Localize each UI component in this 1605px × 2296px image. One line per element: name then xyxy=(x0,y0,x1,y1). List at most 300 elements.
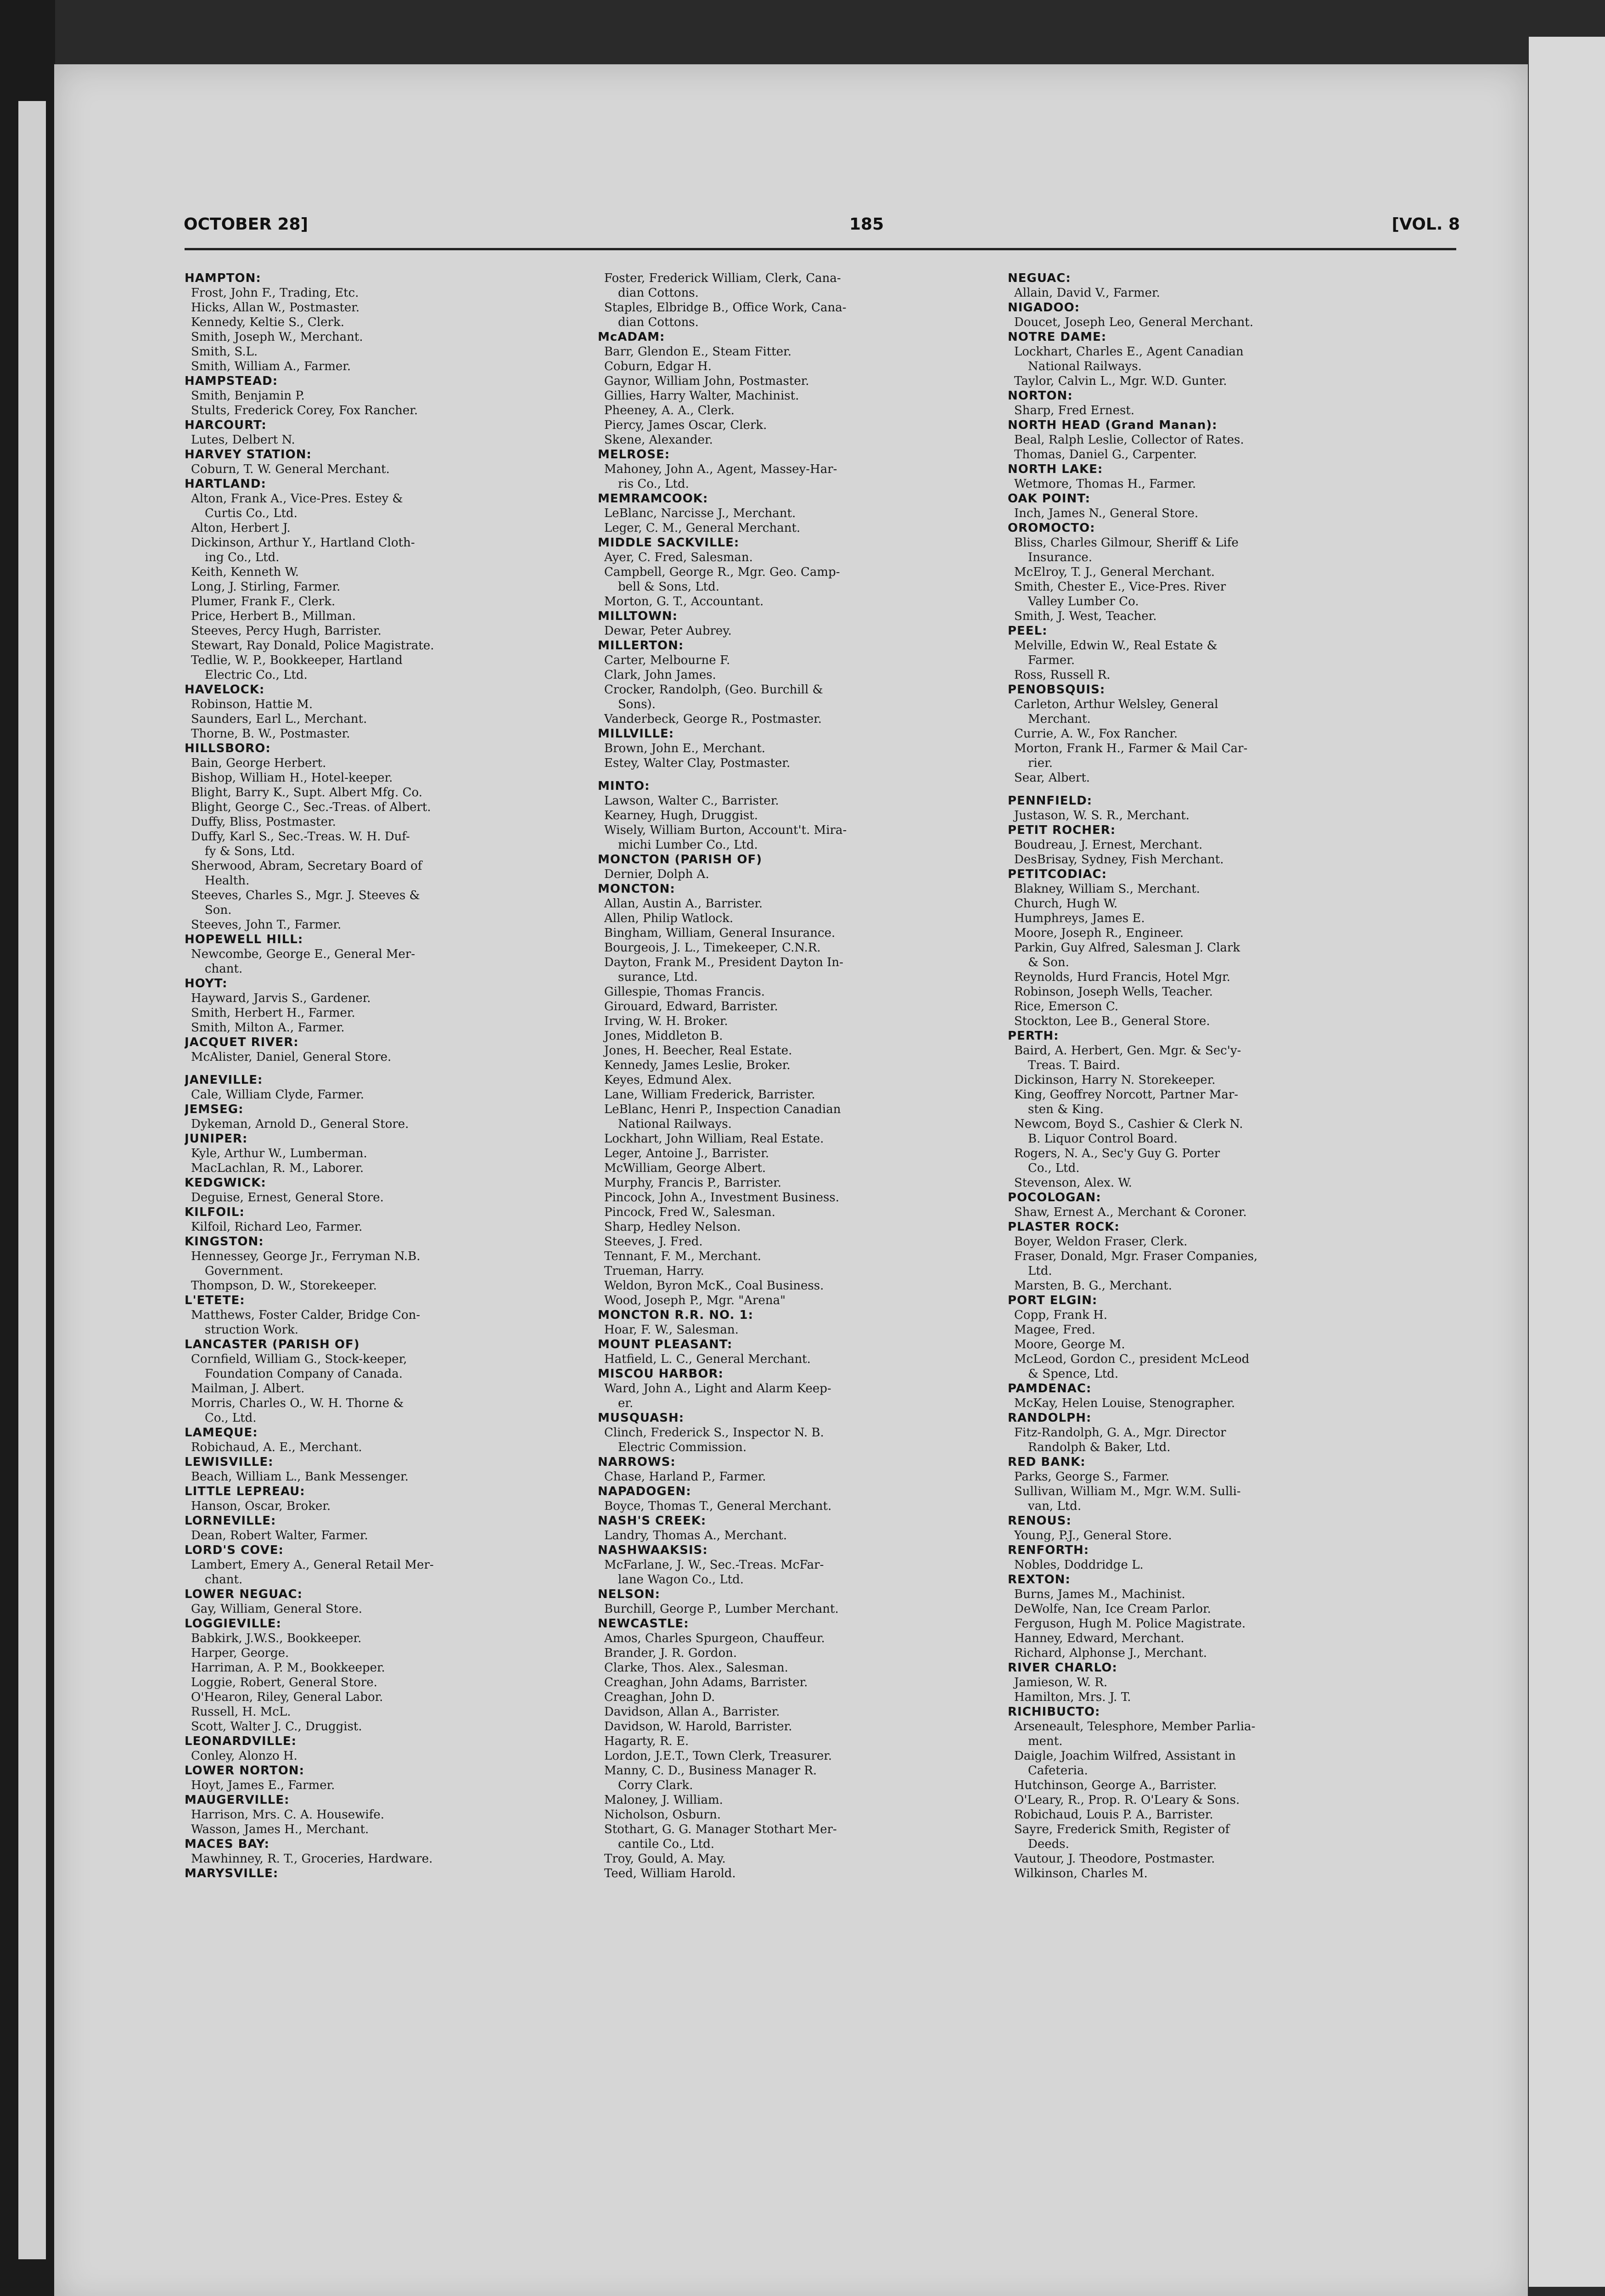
place-heading: POCOLOGAN: xyxy=(1008,1191,1101,1204)
place-heading: NELSON: xyxy=(598,1587,661,1601)
listing-continuation: Government. xyxy=(205,1264,284,1278)
listing-continuation: B. Liquor Control Board. xyxy=(1028,1132,1178,1146)
listing-entry: Doucet, Joseph Leo, General Merchant. xyxy=(1014,315,1253,329)
listing-entry: Humphreys, James E. xyxy=(1014,912,1145,925)
listing-entry: Bliss, Charles Gilmour, Sheriff & Life xyxy=(1014,536,1239,550)
listing-entry: Girouard, Edward, Barrister. xyxy=(604,1000,778,1013)
listing-entry: O'Leary, R., Prop. R. O'Leary & Sons. xyxy=(1014,1793,1240,1807)
listing-entry: Chase, Harland P., Farmer. xyxy=(604,1470,766,1484)
listing-entry: Wilkinson, Charles M. xyxy=(1014,1867,1148,1880)
listing-entry: Gillespie, Thomas Francis. xyxy=(604,985,765,999)
listing-entry: Steeves, J. Fred. xyxy=(604,1235,703,1249)
directory-column-2 xyxy=(598,271,1006,2223)
place-heading: HAMPSTEAD: xyxy=(185,374,278,388)
listing-entry: Vanderbeck, George R., Postmaster. xyxy=(604,712,822,726)
listing-entry: Burns, James M., Machinist. xyxy=(1014,1587,1185,1601)
place-heading: NAPADOGEN: xyxy=(598,1485,691,1498)
listing-continuation: Merchant. xyxy=(1028,712,1091,726)
listing-continuation: Insurance. xyxy=(1028,551,1092,564)
listing-entry: Clark, John James. xyxy=(604,668,716,682)
place-heading: NIGADOO: xyxy=(1008,301,1080,315)
listing-continuation: Co., Ltd. xyxy=(205,1411,257,1425)
listing-entry: Morton, Frank H., Farmer & Mail Car- xyxy=(1014,742,1248,755)
listing-entry: DeWolfe, Nan, Ice Cream Parlor. xyxy=(1014,1602,1211,1616)
listing-continuation: michi Lumber Co., Ltd. xyxy=(618,838,758,852)
listing-continuation: chant. xyxy=(205,1573,243,1587)
listing-entry: Gaynor, William John, Postmaster. xyxy=(604,374,809,388)
listing-entry: Smith, Chester E., Vice-Pres. River xyxy=(1014,580,1226,594)
listing-entry: Magee, Fred. xyxy=(1014,1323,1095,1337)
place-heading: LOWER NEGUAC: xyxy=(185,1587,303,1601)
listing-entry: Daigle, Joachim Wilfred, Assistant in xyxy=(1014,1749,1236,1763)
place-heading: MONCTON (PARISH OF) xyxy=(598,853,763,867)
place-heading: LITTLE LEPREAU: xyxy=(185,1485,305,1498)
listing-entry: Murphy, Francis P., Barrister. xyxy=(604,1176,781,1190)
listing-entry: Justason, W. S. R., Merchant. xyxy=(1014,809,1190,822)
listing-entry: Creaghan, John D. xyxy=(604,1690,715,1704)
listing-entry: Dean, Robert Walter, Farmer. xyxy=(191,1529,368,1542)
listing-entry: Burchill, George P., Lumber Merchant. xyxy=(604,1602,839,1616)
place-heading: HAMPTON: xyxy=(185,271,261,285)
listing-entry: Blight, George C., Sec.-Treas. of Albert. xyxy=(191,800,431,814)
listing-entry: Vautour, J. Theodore, Postmaster. xyxy=(1014,1852,1215,1866)
place-heading: RENFORTH: xyxy=(1008,1543,1089,1557)
listing-continuation: chant. xyxy=(205,962,243,976)
listing-entry: Cornfield, William G., Stock-keeper, xyxy=(191,1352,407,1366)
listing-entry: Carter, Melbourne F. xyxy=(604,653,730,667)
spacer xyxy=(598,771,1006,779)
place-heading: McADAM: xyxy=(598,330,665,344)
listing-entry: Kilfoil, Richard Leo, Farmer. xyxy=(191,1220,363,1234)
listing-entry: Ferguson, Hugh M. Police Magistrate. xyxy=(1014,1617,1246,1631)
listing-entry: Lutes, Delbert N. xyxy=(191,433,295,447)
listing-entry: Arseneault, Telesphore, Member Parlia- xyxy=(1014,1720,1256,1733)
listing-entry: Stults, Frederick Corey, Fox Rancher. xyxy=(191,404,418,417)
listing-entry: Beal, Ralph Leslie, Collector of Rates. xyxy=(1014,433,1244,447)
place-heading: LORD'S COVE: xyxy=(185,1543,284,1557)
place-heading: PAMDENAC: xyxy=(1008,1382,1092,1396)
listing-entry: Deguise, Ernest, General Store. xyxy=(191,1191,384,1204)
listing-entry: Moore, George M. xyxy=(1014,1338,1125,1351)
listing-entry: Pheeney, A. A., Clerk. xyxy=(604,404,735,417)
listing-entry: Manny, C. D., Business Manager R. xyxy=(604,1764,817,1778)
listing-continuation: Randolph & Baker, Ltd. xyxy=(1028,1441,1171,1454)
listing-entry: Hutchinson, George A., Barrister. xyxy=(1014,1778,1217,1792)
listing-entry: Allan, Austin A., Barrister. xyxy=(604,897,763,911)
place-heading: MOUNT PLEASANT: xyxy=(598,1338,733,1351)
listing-entry: Thorne, B. W., Postmaster. xyxy=(191,727,350,741)
listing-continuation: & Son. xyxy=(1028,956,1069,969)
listing-entry: Rice, Emerson C. xyxy=(1014,1000,1119,1013)
place-heading: MINTO: xyxy=(598,779,650,793)
listing-entry: Nobles, Doddridge L. xyxy=(1014,1558,1144,1572)
listing-entry: Pincock, John A., Investment Business. xyxy=(604,1191,839,1204)
listing-entry: Piercy, James Oscar, Clerk. xyxy=(604,418,767,432)
listing-entry: Smith, J. West, Teacher. xyxy=(1014,609,1157,623)
listing-entry: Stothart, G. G. Manager Stothart Mer- xyxy=(604,1823,837,1836)
listing-entry: Hatfield, L. C., General Merchant. xyxy=(604,1352,811,1366)
place-heading: REXTON: xyxy=(1008,1573,1071,1587)
listing-continuation: sten & King. xyxy=(1028,1103,1104,1116)
place-heading: JANEVILLE: xyxy=(185,1073,263,1087)
listing-entry: Morton, G. T., Accountant. xyxy=(604,595,764,608)
place-heading: MEMRAMCOOK: xyxy=(598,492,708,506)
place-heading: NARROWS: xyxy=(598,1455,676,1469)
place-heading: JACQUET RIVER: xyxy=(185,1035,299,1049)
listing-entry: Harrison, Mrs. C. A. Housewife. xyxy=(191,1808,384,1822)
listing-entry: Ayer, C. Fred, Salesman. xyxy=(604,551,753,564)
listing-entry: Sear, Albert. xyxy=(1014,771,1090,785)
listing-entry: Russell, H. McL. xyxy=(191,1705,291,1719)
listing-entry: Parkin, Guy Alfred, Salesman J. Clark xyxy=(1014,941,1240,955)
listing-entry: Troy, Gould, A. May. xyxy=(604,1852,726,1866)
place-heading: RENOUS: xyxy=(1008,1514,1072,1528)
listing-entry: Moore, Joseph R., Engineer. xyxy=(1014,926,1184,940)
place-heading: HOPEWELL HILL: xyxy=(185,933,303,946)
place-heading: HAVELOCK: xyxy=(185,683,265,697)
place-heading: KINGSTON: xyxy=(185,1235,264,1249)
listing-entry: Carleton, Arthur Welsley, General xyxy=(1014,698,1218,711)
listing-continuation: bell & Sons, Ltd. xyxy=(618,580,720,594)
listing-entry: Young, P.J., General Store. xyxy=(1014,1529,1172,1542)
listing-continuation: struction Work. xyxy=(205,1323,299,1337)
listing-continuation: Co., Ltd. xyxy=(1028,1161,1080,1175)
listing-entry: Lambert, Emery A., General Retail Mer- xyxy=(191,1558,434,1572)
listing-entry: Harper, George. xyxy=(191,1646,289,1660)
listing-entry: Steeves, Charles S., Mgr. J. Steeves & xyxy=(191,889,420,902)
listing-continuation: er. xyxy=(618,1396,634,1410)
place-heading: HOYT: xyxy=(185,977,228,990)
listing-entry: Leger, Antoine J., Barrister. xyxy=(604,1147,769,1160)
listing-entry: Alton, Herbert J. xyxy=(191,521,291,535)
listing-entry: Skene, Alexander. xyxy=(604,433,713,447)
place-heading: LEWISVILLE: xyxy=(185,1455,274,1469)
listing-entry: Sherwood, Abram, Secretary Board of xyxy=(191,859,422,873)
listing-continuation: Treas. T. Baird. xyxy=(1028,1058,1120,1072)
place-heading: NEWCASTLE: xyxy=(598,1617,689,1631)
listing-entry: Sharp, Fred Ernest. xyxy=(1014,404,1135,417)
listing-entry: Mailman, J. Albert. xyxy=(191,1382,305,1396)
place-heading: L'ETETE: xyxy=(185,1294,245,1307)
listing-entry: Fraser, Donald, Mgr. Fraser Companies, xyxy=(1014,1249,1258,1263)
listing-entry: Hamilton, Mrs. J. T. xyxy=(1014,1690,1131,1704)
header-rule xyxy=(185,248,1456,250)
listing-entry: McLeod, Gordon C., president McLeod xyxy=(1014,1352,1250,1366)
place-heading: LAMEQUE: xyxy=(185,1426,258,1440)
listing-entry: Jones, H. Beecher, Real Estate. xyxy=(604,1044,792,1058)
listing-entry: Foster, Frederick William, Clerk, Cana- xyxy=(604,271,841,285)
directory-column-3 xyxy=(1008,271,1416,2223)
listing-continuation: National Railways. xyxy=(618,1117,732,1131)
listing-entry: Wasson, James H., Merchant. xyxy=(191,1823,369,1836)
listing-entry: Hanson, Oscar, Broker. xyxy=(191,1499,331,1513)
listing-entry: Taylor, Calvin L., Mgr. W.D. Gunter. xyxy=(1014,374,1227,388)
place-heading: MARYSVILLE: xyxy=(185,1867,279,1880)
place-heading: PORT ELGIN: xyxy=(1008,1294,1098,1307)
listing-entry: Hoyt, James E., Farmer. xyxy=(191,1778,335,1792)
place-heading: PERTH: xyxy=(1008,1029,1059,1043)
listing-entry: Wisely, William Burton, Account't. Mira- xyxy=(604,823,847,837)
listing-entry: Bingham, William, General Insurance. xyxy=(604,926,836,940)
listing-entry: Campbell, George R., Mgr. Geo. Camp- xyxy=(604,565,840,579)
listing-entry: Davidson, W. Harold, Barrister. xyxy=(604,1720,792,1733)
place-heading: PETIT ROCHER: xyxy=(1008,823,1116,837)
listing-entry: Thomas, Daniel G., Carpenter. xyxy=(1014,448,1197,461)
listing-continuation: ris Co., Ltd. xyxy=(618,477,689,491)
listing-entry: Crocker, Randolph, (Geo. Burchill & xyxy=(604,683,823,697)
listing-entry: Church, Hugh W. xyxy=(1014,897,1118,911)
place-heading: KEDGWICK: xyxy=(185,1176,266,1190)
place-heading: NASHWAAKSIS: xyxy=(598,1543,708,1557)
listing-entry: Ward, John A., Light and Alarm Keep- xyxy=(604,1382,831,1396)
listing-entry: Teed, William Harold. xyxy=(604,1867,736,1880)
listing-entry: Richard, Alphonse J., Merchant. xyxy=(1014,1646,1207,1660)
listing-entry: Bourgeois, J. L., Timekeeper, C.N.R. xyxy=(604,941,821,955)
listing-entry: Maloney, J. William. xyxy=(604,1793,723,1807)
place-heading: OROMOCTO: xyxy=(1008,521,1095,535)
place-heading: NEGUAC: xyxy=(1008,271,1071,285)
place-heading: MIDDLE SACKVILLE: xyxy=(598,536,740,550)
listing-entry: Hicks, Allan W., Postmaster. xyxy=(191,301,360,315)
place-heading: PLASTER ROCK: xyxy=(1008,1220,1120,1234)
listing-entry: Beach, William L., Bank Messenger. xyxy=(191,1470,409,1484)
listing-entry: Davidson, Allan A., Barrister. xyxy=(604,1705,780,1719)
header-date: OCTOBER 28] xyxy=(184,215,309,234)
listing-continuation: lane Wagon Co., Ltd. xyxy=(618,1573,744,1587)
listing-continuation: rier. xyxy=(1028,756,1053,770)
listing-entry: Steeves, Percy Hugh, Barrister. xyxy=(191,624,382,638)
listing-entry: Amos, Charles Spurgeon, Chauffeur. xyxy=(604,1632,825,1645)
next-page-edge xyxy=(1529,37,1605,2287)
page-number: 185 xyxy=(849,215,884,234)
listing-entry: King, Geoffrey Norcott, Partner Mar- xyxy=(1014,1088,1239,1102)
listing-entry: Landry, Thomas A., Merchant. xyxy=(604,1529,787,1542)
place-heading: RED BANK: xyxy=(1008,1455,1086,1469)
listing-entry: LeBlanc, Narcisse J., Merchant. xyxy=(604,506,796,520)
listing-entry: Barr, Glendon E., Steam Fitter. xyxy=(604,345,791,359)
listing-continuation: fy & Sons, Ltd. xyxy=(205,844,295,858)
listing-entry: Clarke, Thos. Alex., Salesman. xyxy=(604,1661,788,1675)
place-heading: HILLSBORO: xyxy=(185,742,271,755)
listing-entry: Dickinson, Arthur Y., Hartland Cloth- xyxy=(191,536,415,550)
listing-entry: Fitz-Randolph, G. A., Mgr. Director xyxy=(1014,1426,1226,1440)
listing-entry: Kennedy, Keltie S., Clerk. xyxy=(191,315,344,329)
listing-entry: Scott, Walter J. C., Druggist. xyxy=(191,1720,362,1733)
listing-entry: Smith, William A., Farmer. xyxy=(191,360,351,373)
listing-entry: Allain, David V., Farmer. xyxy=(1014,286,1160,300)
listing-entry: Cale, William Clyde, Farmer. xyxy=(191,1088,365,1102)
place-heading: RANDOLPH: xyxy=(1008,1411,1092,1425)
spacer xyxy=(185,1064,593,1073)
listing-entry: McElroy, T. J., General Merchant. xyxy=(1014,565,1215,579)
listing-entry: Mawhinney, R. T., Groceries, Hardware. xyxy=(191,1852,433,1866)
listing-entry: Sharp, Hedley Nelson. xyxy=(604,1220,741,1234)
place-heading: RICHIBUCTO: xyxy=(1008,1705,1100,1719)
listing-entry: Boyce, Thomas T., General Merchant. xyxy=(604,1499,832,1513)
listing-entry: Hanney, Edward, Merchant. xyxy=(1014,1632,1184,1645)
listing-continuation: Electric Commission. xyxy=(618,1441,747,1454)
listing-entry: Bain, George Herbert. xyxy=(191,756,326,770)
directory-column-1 xyxy=(185,271,593,2223)
listing-continuation: Electric Co., Ltd. xyxy=(205,668,308,682)
place-heading: MACES BAY: xyxy=(185,1837,270,1851)
listing-entry: Pincock, Fred W., Salesman. xyxy=(604,1205,775,1219)
place-heading: RIVER CHARLO: xyxy=(1008,1661,1117,1675)
listing-entry: Inch, James N., General Store. xyxy=(1014,506,1199,520)
listing-entry: Hayward, Jarvis S., Gardener. xyxy=(191,991,371,1005)
listing-entry: Newcom, Boyd S., Cashier & Clerk N. xyxy=(1014,1117,1243,1131)
place-heading: LORNEVILLE: xyxy=(185,1514,276,1528)
listing-continuation: Deeds. xyxy=(1028,1837,1069,1851)
listing-entry: Staples, Elbridge B., Office Work, Cana- xyxy=(604,301,847,315)
listing-entry: Coburn, Edgar H. xyxy=(604,360,712,373)
listing-entry: Leger, C. M., General Merchant. xyxy=(604,521,801,535)
listing-entry: Dayton, Frank M., President Dayton In- xyxy=(604,956,843,969)
listing-entry: Smith, Milton A., Farmer. xyxy=(191,1021,345,1035)
listing-entry: Melville, Edwin W., Real Estate & xyxy=(1014,639,1218,653)
listing-entry: Irving, W. H. Broker. xyxy=(604,1014,728,1028)
place-heading: OAK POINT: xyxy=(1008,492,1091,506)
listing-entry: Dernier, Dolph A. xyxy=(604,867,709,881)
listing-entry: MacLachlan, R. M., Laborer. xyxy=(191,1161,364,1175)
listing-entry: O'Hearon, Riley, General Labor. xyxy=(191,1690,383,1704)
listing-entry: Smith, Benjamin P. xyxy=(191,389,305,403)
place-heading: HARVEY STATION: xyxy=(185,448,312,461)
listing-entry: Hoar, F. W., Salesman. xyxy=(604,1323,739,1337)
listing-entry: Coburn, T. W. General Merchant. xyxy=(191,462,390,476)
listing-entry: Jamieson, W. R. xyxy=(1014,1676,1108,1689)
listing-entry: Boudreau, J. Ernest, Merchant. xyxy=(1014,838,1203,852)
listing-entry: Ross, Russell R. xyxy=(1014,668,1111,682)
listing-entry: Kyle, Arthur W., Lumberman. xyxy=(191,1147,367,1160)
listing-entry: Trueman, Harry. xyxy=(604,1264,704,1278)
listing-entry: DesBrisay, Sydney, Fish Merchant. xyxy=(1014,853,1224,867)
listing-entry: LeBlanc, Henri P., Inspection Canadian xyxy=(604,1103,841,1116)
listing-continuation: Farmer. xyxy=(1028,653,1075,667)
listing-entry: McWilliam, George Albert. xyxy=(604,1161,766,1175)
place-heading: HARCOURT: xyxy=(185,418,267,432)
listing-entry: Duffy, Karl S., Sec.-Treas. W. H. Duf- xyxy=(191,830,410,844)
listing-entry: Smith, Herbert H., Farmer. xyxy=(191,1006,355,1020)
place-heading: MELROSE: xyxy=(598,448,670,461)
place-heading: PETITCODIAC: xyxy=(1008,867,1107,881)
place-heading: LOGGIEVILLE: xyxy=(185,1617,281,1631)
listing-entry: Mahoney, John A., Agent, Massey-Har- xyxy=(604,462,837,476)
place-heading: MONCTON R.R. NO. 1: xyxy=(598,1308,753,1322)
place-heading: LOWER NORTON: xyxy=(185,1764,304,1778)
listing-continuation: Cafeteria. xyxy=(1028,1764,1088,1778)
listing-entry: Clinch, Frederick S., Inspector N. B. xyxy=(604,1426,824,1440)
previous-page-edge xyxy=(18,101,46,2259)
listing-entry: Jones, Middleton B. xyxy=(604,1029,723,1043)
listing-entry: Sullivan, William M., Mgr. W.M. Sulli- xyxy=(1014,1485,1241,1498)
listing-entry: Keith, Kenneth W. xyxy=(191,565,299,579)
listing-entry: Hennessey, George Jr., Ferryman N.B. xyxy=(191,1249,421,1263)
place-heading: JUNIPER: xyxy=(185,1132,248,1146)
listing-entry: Lordon, J.E.T., Town Clerk, Treasurer. xyxy=(604,1749,832,1763)
listing-entry: Estey, Walter Clay, Postmaster. xyxy=(604,756,791,770)
place-heading: NORTH HEAD (Grand Manan): xyxy=(1008,418,1218,432)
listing-entry: Morris, Charles O., W. H. Thorne & xyxy=(191,1396,404,1410)
listing-entry: Rogers, N. A., Sec'y Guy G. Porter xyxy=(1014,1147,1220,1160)
place-heading: PEEL: xyxy=(1008,624,1048,638)
listing-entry: Robichaud, Louis P. A., Barrister. xyxy=(1014,1808,1213,1822)
listing-entry: Brown, John E., Merchant. xyxy=(604,742,766,755)
listing-entry: Stevenson, Alex. W. xyxy=(1014,1176,1132,1190)
listing-entry: Harriman, A. P. M., Bookkeeper. xyxy=(191,1661,385,1675)
listing-entry: Blight, Barry K., Supt. Albert Mfg. Co. xyxy=(191,786,422,799)
listing-entry: Blakney, William S., Merchant. xyxy=(1014,882,1200,896)
listing-entry: Dickinson, Harry N. Storekeeper. xyxy=(1014,1073,1216,1087)
listing-entry: McAlister, Daniel, General Store. xyxy=(191,1050,392,1064)
listing-entry: Saunders, Earl L., Merchant. xyxy=(191,712,367,726)
listing-entry: Steeves, John T., Farmer. xyxy=(191,918,342,932)
listing-continuation: Health. xyxy=(205,874,250,888)
listing-entry: Baird, A. Herbert, Gen. Mgr. & Sec'y- xyxy=(1014,1044,1241,1058)
listing-continuation: Foundation Company of Canada. xyxy=(205,1367,403,1381)
listing-entry: Tennant, F. M., Merchant. xyxy=(604,1249,762,1263)
place-heading: MILLTOWN: xyxy=(598,609,678,623)
listing-entry: Stockton, Lee B., General Store. xyxy=(1014,1014,1210,1028)
place-heading: NORTH LAKE: xyxy=(1008,462,1103,476)
listing-entry: Thompson, D. W., Storekeeper. xyxy=(191,1279,377,1293)
listing-entry: Matthews, Foster Calder, Bridge Con- xyxy=(191,1308,421,1322)
listing-entry: Stewart, Ray Donald, Police Magistrate. xyxy=(191,639,434,653)
listing-entry: Creaghan, John Adams, Barrister. xyxy=(604,1676,808,1689)
listing-continuation: Curtis Co., Ltd. xyxy=(205,506,297,520)
listing-entry: Robichaud, A. E., Merchant. xyxy=(191,1441,362,1454)
listing-entry: Lockhart, Charles E., Agent Canadian xyxy=(1014,345,1244,359)
listing-entry: Price, Herbert B., Millman. xyxy=(191,609,356,623)
spacer xyxy=(1008,785,1416,793)
place-heading: NOTRE DAME: xyxy=(1008,330,1107,344)
listing-entry: Robinson, Joseph Wells, Teacher. xyxy=(1014,985,1213,999)
listing-continuation: van, Ltd. xyxy=(1028,1499,1082,1513)
listing-continuation: National Railways. xyxy=(1028,360,1142,373)
listing-continuation: dian Cottons. xyxy=(618,286,699,300)
listing-continuation: ment. xyxy=(1028,1734,1063,1748)
listing-continuation: Son. xyxy=(205,903,232,917)
listing-entry: Kennedy, James Leslie, Broker. xyxy=(604,1058,791,1072)
listing-entry: Long, J. Stirling, Farmer. xyxy=(191,580,341,594)
listing-entry: Conley, Alonzo H. xyxy=(191,1749,297,1763)
listing-entry: Currie, A. W., Fox Rancher. xyxy=(1014,727,1178,741)
listing-continuation: Corry Clark. xyxy=(618,1778,693,1792)
listing-entry: Reynolds, Hurd Francis, Hotel Mgr. xyxy=(1014,970,1230,984)
place-heading: MILLERTON: xyxy=(598,639,684,653)
listing-entry: Boyer, Weldon Fraser, Clerk. xyxy=(1014,1235,1188,1249)
listing-entry: Babkirk, J.W.S., Bookkeeper. xyxy=(191,1632,362,1645)
listing-entry: Parks, George S., Farmer. xyxy=(1014,1470,1170,1484)
listing-entry: Marsten, B. G., Merchant. xyxy=(1014,1279,1172,1293)
place-heading: MAUGERVILLE: xyxy=(185,1793,290,1807)
listing-entry: Kearney, Hugh, Druggist. xyxy=(604,809,758,822)
listing-entry: Keyes, Edmund Alex. xyxy=(604,1073,732,1087)
listing-entry: Smith, S.L. xyxy=(191,345,258,359)
place-heading: MISCOU HARBOR: xyxy=(598,1367,724,1381)
place-heading: MUSQUASH: xyxy=(598,1411,685,1425)
listing-continuation: dian Cottons. xyxy=(618,315,699,329)
listing-continuation: & Spence, Ltd. xyxy=(1028,1367,1119,1381)
place-heading: NASH'S CREEK: xyxy=(598,1514,707,1528)
listing-entry: Frost, John F., Trading, Etc. xyxy=(191,286,359,300)
listing-entry: Weldon, Byron McK., Coal Business. xyxy=(604,1279,824,1293)
place-heading: MILLVILLE: xyxy=(598,727,674,741)
place-heading: NORTON: xyxy=(1008,389,1073,403)
place-heading: PENNFIELD: xyxy=(1008,794,1093,808)
place-heading: MONCTON: xyxy=(598,882,675,896)
listing-continuation: surance, Ltd. xyxy=(618,970,698,984)
